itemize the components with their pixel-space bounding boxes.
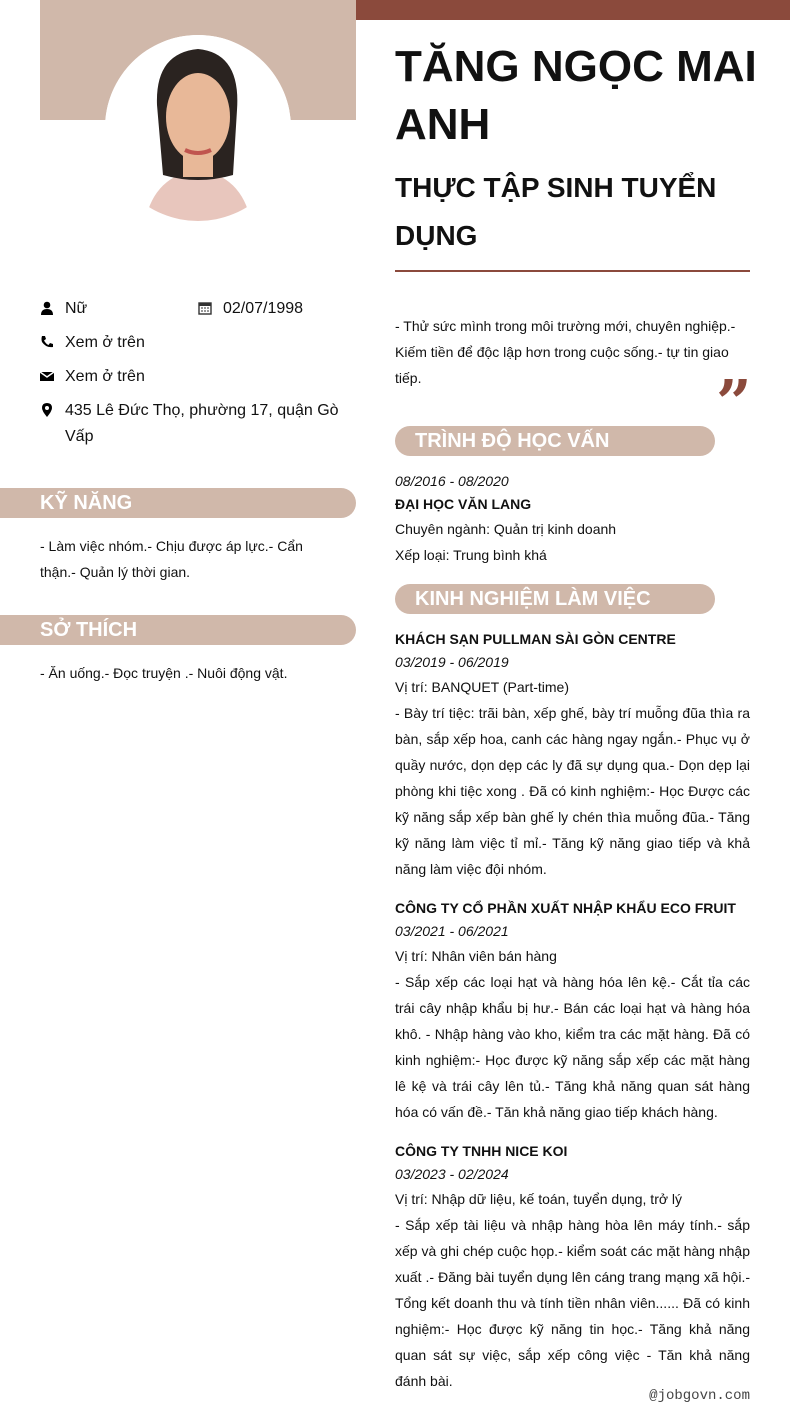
gender: Nữ [65, 300, 88, 317]
phone-row [40, 330, 145, 356]
education-entry [395, 470, 750, 568]
mail-icon [40, 364, 65, 390]
address: 435 Lê Đức Thọ, phường 17, quận Gò Vấp [65, 402, 339, 445]
company-name: CÔNG TY TNHH NICE KOI [395, 1143, 568, 1159]
skills-text: - Làm việc nhóm.- Chịu được áp lực.- Cẩn thận.- Quản lý thời gian. [40, 538, 303, 580]
person-icon [40, 296, 65, 322]
job-title: THỰC TẬP SINH TUYỂN DỤNG [395, 172, 717, 251]
education-period: 08/2016 - 08/2020 [395, 473, 509, 489]
gender-row [40, 296, 87, 322]
email: Xem ở trên [65, 368, 145, 385]
job-role: Vị trí: Nhập dữ liệu, kế toán, tuyển dụng, trở lý [395, 1191, 683, 1207]
objective-text: - Thử sức mình trong môi trường mới, chuyên nghiệp.- Kiếm tiền để độc lập hơn trong cuộc sống.- tự tin giao tiếp. [395, 318, 736, 386]
location-pin-icon [40, 398, 65, 450]
job-period: 03/2023 - 02/2024 [395, 1166, 509, 1182]
phone: Xem ở trên [65, 334, 145, 351]
experience-entry [395, 628, 750, 882]
divider [395, 270, 750, 272]
quote-icon: ” [716, 366, 752, 439]
birthday: 02/07/1998 [223, 300, 304, 317]
birthday-row [198, 296, 303, 322]
school-name: ĐẠI HỌC VĂN LANG [395, 496, 532, 512]
calendar-icon [198, 296, 223, 322]
job-role: Vị trí: Nhân viên bán hàng [395, 948, 557, 964]
job-description: - Sắp xếp các loại hạt và hàng hóa lên kệ.- Cắt tỉa các trái cây nhập khẩu bị hư.- Bán các loại hạt và hàng hóa khô. - Nhập hàng vào kho, kiểm tra các mặt hàng. Đã có kinh nghiệm:- Học được kỹ năng sắp xếp các mặt hàng lê kệ và trái cây lên tủ.- Tăng khả năng quan sát hàng hóa có vấn đề.- Tăn khả năng giao tiếp khách hàng. [395, 974, 750, 1120]
skills-heading: KỸ NĂNG [0, 488, 356, 518]
avatar [105, 35, 291, 221]
top-accent-bar [356, 0, 790, 20]
experience-entry [395, 1140, 750, 1394]
company-name: KHÁCH SẠN PULLMAN SÀI GÒN CENTRE [395, 631, 676, 647]
footer-watermark: @jobgovn.com [649, 1388, 750, 1404]
hobbies-heading: SỞ THÍCH [0, 615, 356, 645]
major: Chuyên ngành: Quản trị kinh doanh [395, 521, 617, 537]
company-name: CÔNG TY CỔ PHẦN XUẤT NHẬP KHẨU ECO FRUIT [395, 900, 736, 916]
address-row [40, 398, 340, 450]
candidate-name: TĂNG NGỌC MAI ANH [395, 42, 757, 149]
hobbies-text: - Ăn uống.- Đọc truyện .- Nuôi động vật. [40, 665, 288, 681]
job-role: Vị trí: BANQUET (Part-time) [395, 679, 569, 695]
education-heading: TRÌNH ĐỘ HỌC VẤN [395, 426, 715, 456]
phone-icon [40, 330, 65, 356]
experience-entry [395, 897, 750, 1125]
experience-heading: KINH NGHIỆM LÀM VIỆC [395, 584, 715, 614]
email-row [40, 364, 145, 390]
job-period: 03/2019 - 06/2019 [395, 654, 509, 670]
job-description: - Bày trí tiệc: trãi bàn, xếp ghế, bày trí muỗng đũa thìa ra bàn, sắp xếp hoa, canh các hàng ngay ngắn.- Phục vụ ở quầy nước, dọn dẹp các ly đã sự dụng qua.- Dọn dẹp lại phòng khi tiệc xong . Đã có kinh nghiệm:- Học Được các kỹ năng sắp xếp bàn ghế ly chén thìa muỗng đũa.- Tăng kỹ năng làm việc tỉ mỉ.- Tăng kỹ năng giao tiếp và khả năng làm việc đội nhóm. [395, 705, 750, 877]
job-description: - Sắp xếp tài liệu và nhập hàng hòa lên máy tính.- sắp xếp và ghi chép cuộc họp.- kiểm soát các mặt hàng nhập xuất .- Đăng bài tuyển dụng lên cáng trang mạng xã hội.- Tổng kết doanh thu và tính tiền nhân viên...... Đã có kinh nghiệm:- Học được kỹ năng tin học.- Tăng khả năng quan sát sự việc, sắp xếp công việc - Tăn khả năng đánh bài. [395, 1217, 750, 1389]
grade: Xếp loại: Trung bình khá [395, 547, 547, 563]
job-period: 03/2021 - 06/2021 [395, 923, 509, 939]
